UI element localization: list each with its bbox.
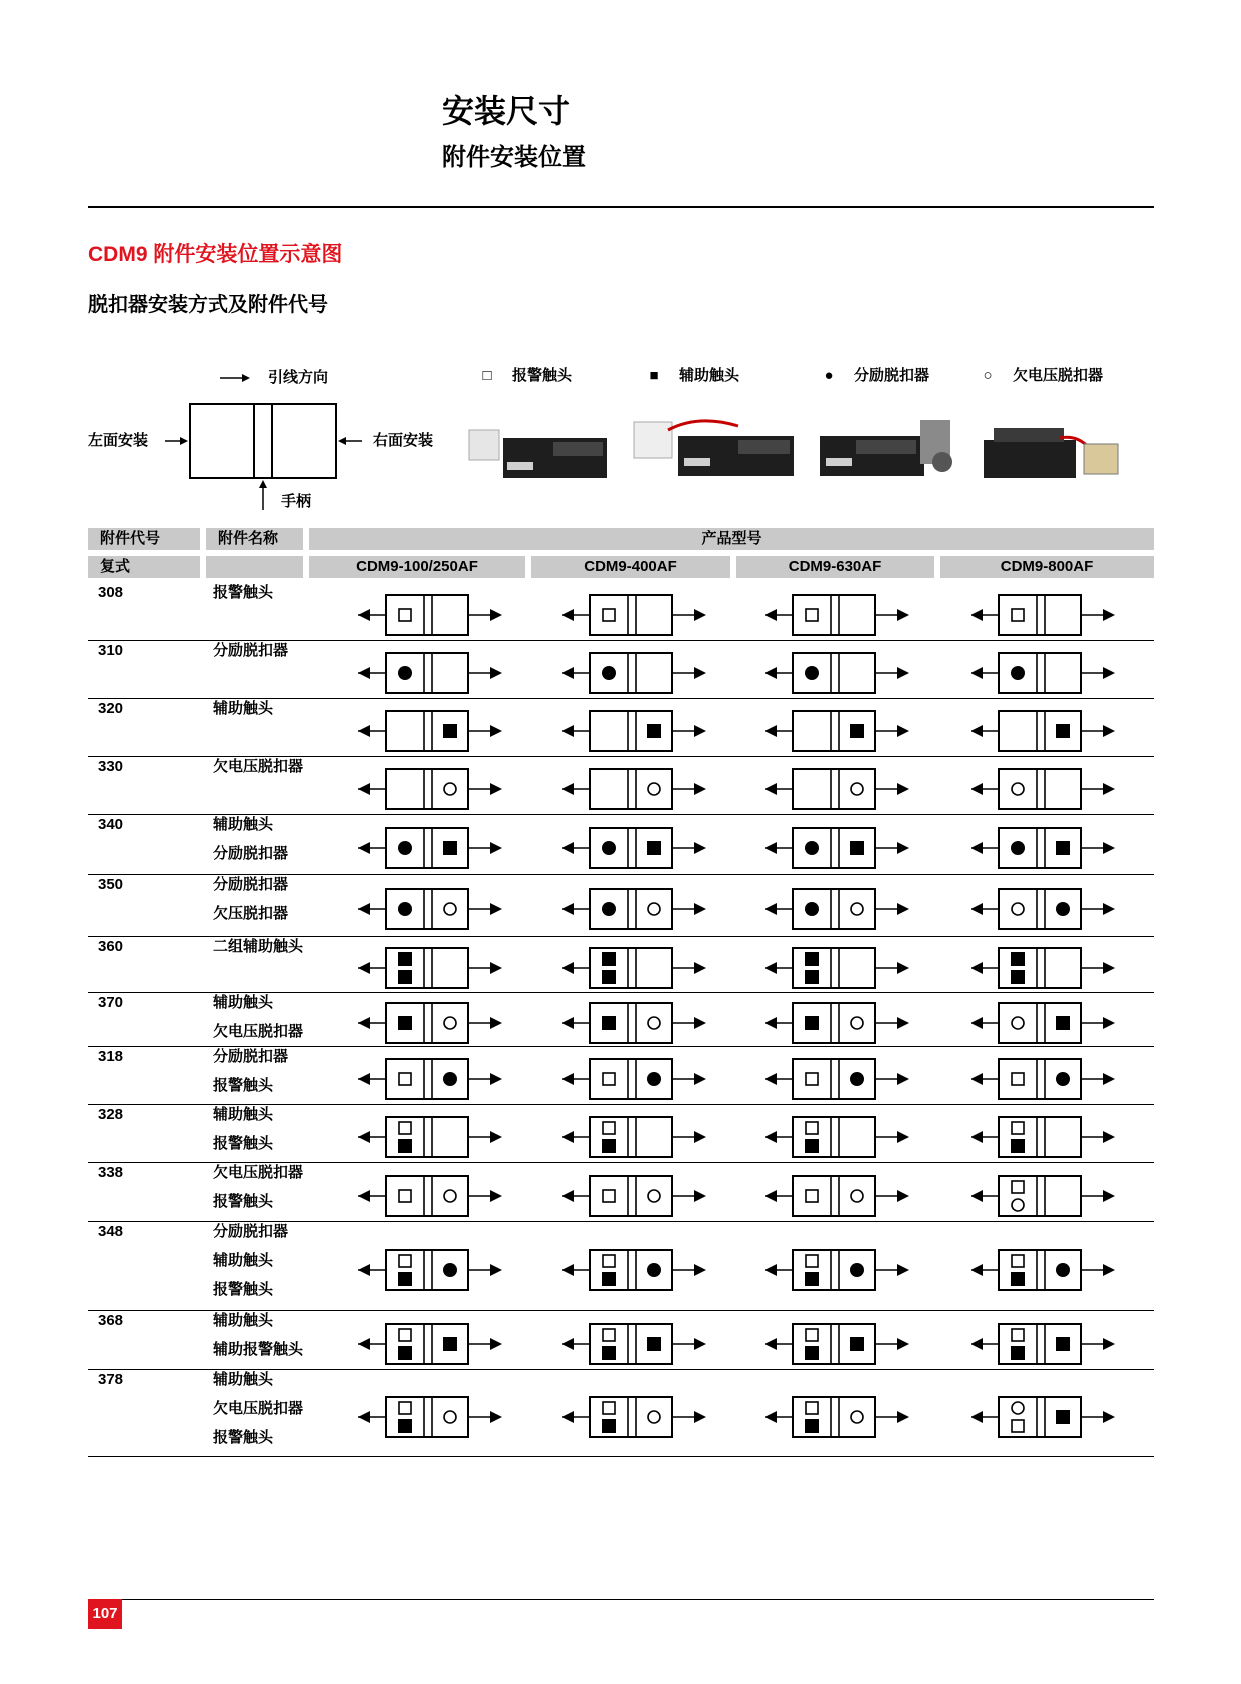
auxiliary-contact-icon <box>1056 1337 1070 1351</box>
legend-alarm: □ 报警触头 <box>478 364 572 385</box>
section-subtitle: 脱扣器安装方式及附件代号 <box>88 294 328 316</box>
model-header-2: CDM9-400AF <box>531 556 730 578</box>
product-photo-auxiliary-contact <box>628 412 798 484</box>
mount-position-diagram <box>969 1113 1117 1161</box>
accessory-code: 370 <box>98 994 124 1011</box>
auxiliary-contact-icon <box>398 952 412 966</box>
auxiliary-contact-icon <box>850 724 864 738</box>
undervoltage-release-icon <box>1012 1199 1024 1211</box>
lead-direction-label: 引线方向 <box>268 369 329 386</box>
mount-position-diagram <box>560 999 708 1047</box>
auxiliary-contact-icon <box>1056 841 1070 855</box>
auxiliary-contact-icon <box>647 724 661 738</box>
shunt-release-icon <box>398 902 412 916</box>
shunt-release-icon <box>647 1263 661 1277</box>
auxiliary-contact-icon <box>398 1346 412 1360</box>
alarm-contact-icon <box>603 609 615 621</box>
auxiliary-contact-icon <box>443 724 457 738</box>
accessory-name: 报警触头 <box>213 1135 274 1152</box>
alarm-contact-icon <box>1012 1255 1024 1267</box>
mount-position-diagram <box>356 1246 504 1294</box>
undervoltage-release-icon <box>444 1411 456 1423</box>
product-photo-alarm-contact <box>463 418 611 484</box>
alarm-contact-icon <box>603 1190 615 1202</box>
mount-position-diagram <box>560 885 708 933</box>
alarm-contact-icon <box>603 1073 615 1085</box>
mount-position-diagram <box>560 591 708 639</box>
auxiliary-contact-icon <box>602 1272 616 1286</box>
auxiliary-contact-icon <box>805 1419 819 1433</box>
col-header-name: 附件名称 <box>206 528 303 550</box>
undervoltage-release-icon <box>648 1411 660 1423</box>
mount-position-diagram <box>969 1320 1117 1368</box>
alarm-contact-icon <box>399 609 411 621</box>
alarm-contact-icon <box>806 1255 818 1267</box>
mount-position-diagram <box>560 707 708 755</box>
accessory-name: 报警触头 <box>213 1429 274 1446</box>
mount-position-diagram <box>560 944 708 992</box>
auxiliary-contact-icon <box>398 970 412 984</box>
auxiliary-contact-icon <box>1011 970 1025 984</box>
accessory-code: 348 <box>98 1223 124 1240</box>
undervoltage-release-icon <box>851 1017 863 1029</box>
footer-rule <box>88 1599 1154 1600</box>
auxiliary-contact-icon <box>805 1272 819 1286</box>
mount-position-diagram <box>356 649 504 697</box>
mount-position-diagram <box>560 1055 708 1103</box>
auxiliary-contact-icon <box>602 1016 616 1030</box>
undervoltage-release-icon <box>444 1017 456 1029</box>
alarm-contact-icon <box>1012 1420 1024 1432</box>
mount-position-diagram <box>356 765 504 813</box>
mount-position-diagram <box>763 885 911 933</box>
right-mount-label: 右面安装 <box>373 432 434 449</box>
empty-circle-icon: ○ <box>983 367 993 384</box>
mount-position-diagram <box>969 591 1117 639</box>
alarm-contact-icon <box>399 1073 411 1085</box>
product-photo-shunt-release <box>816 414 960 484</box>
accessory-code: 320 <box>98 700 124 717</box>
auxiliary-contact-icon <box>647 841 661 855</box>
shunt-release-icon <box>602 841 616 855</box>
legend-shunt: ● 分励脱扣器 <box>820 364 929 385</box>
auxiliary-contact-icon <box>602 1419 616 1433</box>
mount-position-diagram <box>763 707 911 755</box>
shunt-release-icon <box>1011 841 1025 855</box>
alarm-contact-icon <box>806 609 818 621</box>
undervoltage-release-icon <box>444 903 456 915</box>
mount-position-diagram <box>356 1172 504 1220</box>
accessory-name: 报警触头 <box>213 1193 274 1210</box>
accessory-name: 辅助触头 <box>213 1252 274 1269</box>
mount-position-diagram <box>763 1320 911 1368</box>
accessory-name: 辅助触头 <box>213 1312 274 1329</box>
accessory-code: 330 <box>98 758 124 775</box>
undervoltage-release-icon <box>1012 903 1024 915</box>
mount-position-diagram <box>763 1172 911 1220</box>
shunt-release-icon <box>1011 666 1025 680</box>
shunt-release-icon <box>398 666 412 680</box>
alarm-contact-icon <box>1012 1073 1024 1085</box>
mount-position-diagram <box>763 765 911 813</box>
mount-position-diagram <box>763 1113 911 1161</box>
undervoltage-release-icon <box>1012 1402 1024 1414</box>
accessory-code: 378 <box>98 1371 124 1388</box>
auxiliary-contact-icon <box>1011 1139 1025 1153</box>
auxiliary-contact-icon <box>850 1337 864 1351</box>
accessory-name: 欠电压脱扣器 <box>213 1023 304 1040</box>
page-subtitle: 附件安装位置 <box>442 144 586 171</box>
shunt-release-icon <box>443 1072 457 1086</box>
alarm-contact-icon <box>399 1402 411 1414</box>
undervoltage-release-icon <box>1012 1017 1024 1029</box>
accessory-name: 分励脱扣器 <box>213 1048 289 1065</box>
filled-square-icon: ■ <box>649 367 659 384</box>
accessory-name: 辅助触头 <box>213 1371 274 1388</box>
shunt-release-icon <box>1056 1263 1070 1277</box>
mount-position-diagram <box>356 591 504 639</box>
accessory-name: 分励脱扣器 <box>213 1223 289 1240</box>
mount-position-diagram <box>969 1246 1117 1294</box>
col-header-code-sub: 复式 <box>88 556 200 578</box>
auxiliary-contact-icon <box>602 1139 616 1153</box>
auxiliary-contact-icon <box>805 970 819 984</box>
accessory-name: 欠电压脱扣器 <box>213 1164 304 1181</box>
accessory-name: 辅助触头 <box>213 994 274 1011</box>
auxiliary-contact-icon <box>1011 1272 1025 1286</box>
auxiliary-contact-icon <box>850 841 864 855</box>
auxiliary-contact-icon <box>647 1337 661 1351</box>
accessory-name: 辅助触头 <box>213 1106 274 1123</box>
mount-position-diagram <box>763 824 911 872</box>
row-divider <box>88 1456 1154 1457</box>
auxiliary-contact-icon <box>398 1272 412 1286</box>
accessory-code: 350 <box>98 876 124 893</box>
mount-position-diagram <box>969 944 1117 992</box>
col-header-name-sub <box>206 556 303 578</box>
alarm-contact-icon <box>806 1402 818 1414</box>
undervoltage-release-icon <box>851 1411 863 1423</box>
shunt-release-icon <box>398 841 412 855</box>
accessory-code: 318 <box>98 1048 124 1065</box>
accessory-code: 308 <box>98 584 124 601</box>
auxiliary-contact-icon <box>805 1139 819 1153</box>
page-number: 107 <box>88 1599 122 1629</box>
mount-position-diagram <box>969 707 1117 755</box>
mount-position-diagram <box>969 885 1117 933</box>
alarm-contact-icon <box>399 1122 411 1134</box>
mount-position-diagram <box>560 1393 708 1441</box>
product-photo-undervoltage-release <box>980 418 1130 484</box>
mount-position-diagram <box>356 999 504 1047</box>
alarm-contact-icon <box>399 1190 411 1202</box>
shunt-release-icon <box>602 666 616 680</box>
accessory-name: 报警触头 <box>213 584 274 601</box>
auxiliary-contact-icon <box>805 1346 819 1360</box>
mount-position-diagram <box>560 1113 708 1161</box>
undervoltage-release-icon <box>444 783 456 795</box>
mount-position-diagram <box>763 1246 911 1294</box>
mount-position-diagram <box>763 649 911 697</box>
accessory-name: 报警触头 <box>213 1281 274 1298</box>
accessory-name: 报警触头 <box>213 1077 274 1094</box>
mount-position-diagram <box>560 1320 708 1368</box>
alarm-contact-icon <box>806 1073 818 1085</box>
shunt-release-icon <box>602 902 616 916</box>
auxiliary-contact-icon <box>805 952 819 966</box>
auxiliary-contact-icon <box>443 841 457 855</box>
auxiliary-contact-icon <box>398 1419 412 1433</box>
mount-position-diagram <box>356 1055 504 1103</box>
undervoltage-release-icon <box>444 1190 456 1202</box>
shunt-release-icon <box>850 1263 864 1277</box>
accessory-name: 辅助触头 <box>213 816 274 833</box>
shunt-release-icon <box>805 902 819 916</box>
undervoltage-release-icon <box>648 783 660 795</box>
filled-circle-icon: ● <box>824 367 834 384</box>
accessory-name: 欠压脱扣器 <box>213 905 289 922</box>
shunt-release-icon <box>647 1072 661 1086</box>
accessory-name: 二组辅助触头 <box>213 938 304 955</box>
mount-position-diagram <box>969 765 1117 813</box>
undervoltage-release-icon <box>851 903 863 915</box>
auxiliary-contact-icon <box>1056 1410 1070 1424</box>
model-header-3: CDM9-630AF <box>736 556 934 578</box>
alarm-contact-icon <box>806 1122 818 1134</box>
alarm-contact-icon <box>1012 1181 1024 1193</box>
shunt-release-icon <box>443 1263 457 1277</box>
accessory-code: 310 <box>98 642 124 659</box>
mount-position-diagram <box>356 1113 504 1161</box>
empty-square-icon: □ <box>482 367 492 384</box>
mount-position-diagram <box>356 824 504 872</box>
undervoltage-release-icon <box>648 1017 660 1029</box>
mount-position-diagram <box>356 707 504 755</box>
alarm-contact-icon <box>1012 609 1024 621</box>
mount-position-diagram <box>969 649 1117 697</box>
shunt-release-icon <box>805 666 819 680</box>
auxiliary-contact-icon <box>1011 1346 1025 1360</box>
alarm-contact-icon <box>1012 1122 1024 1134</box>
accessory-code: 340 <box>98 816 124 833</box>
accessory-name: 辅助报警触头 <box>213 1341 304 1358</box>
alarm-contact-icon <box>1012 1329 1024 1341</box>
mount-position-diagram <box>356 885 504 933</box>
legend-undervoltage: ○ 欠电压脱扣器 <box>979 364 1103 385</box>
mount-position-diagram <box>560 1246 708 1294</box>
mount-position-diagram <box>356 1320 504 1368</box>
mount-position-diagram <box>560 824 708 872</box>
alarm-contact-icon <box>399 1255 411 1267</box>
shunt-release-icon <box>805 841 819 855</box>
alarm-contact-icon <box>806 1190 818 1202</box>
alarm-contact-icon <box>603 1255 615 1267</box>
auxiliary-contact-icon <box>602 952 616 966</box>
auxiliary-contact-icon <box>398 1139 412 1153</box>
alarm-contact-icon <box>399 1329 411 1341</box>
left-mount-label: 左面安装 <box>88 432 149 449</box>
alarm-contact-icon <box>603 1402 615 1414</box>
auxiliary-contact-icon <box>602 1346 616 1360</box>
auxiliary-contact-icon <box>1011 952 1025 966</box>
undervoltage-release-icon <box>851 1190 863 1202</box>
mount-position-diagram <box>356 1393 504 1441</box>
mount-position-diagram <box>763 999 911 1047</box>
auxiliary-contact-icon <box>805 1016 819 1030</box>
header-rule <box>88 206 1154 208</box>
alarm-contact-icon <box>603 1329 615 1341</box>
mount-position-diagram <box>969 1055 1117 1103</box>
mount-position-diagram <box>969 999 1117 1047</box>
mount-position-diagram <box>969 824 1117 872</box>
accessory-code: 338 <box>98 1164 124 1181</box>
auxiliary-contact-icon <box>1056 724 1070 738</box>
accessory-name: 欠电压脱扣器 <box>213 758 304 775</box>
auxiliary-contact-icon <box>443 1337 457 1351</box>
undervoltage-release-icon <box>851 783 863 795</box>
accessory-name: 欠电压脱扣器 <box>213 1400 304 1417</box>
shunt-release-icon <box>850 1072 864 1086</box>
mount-position-diagram <box>969 1393 1117 1441</box>
model-header-1: CDM9-100/250AF <box>309 556 525 578</box>
auxiliary-contact-icon <box>602 970 616 984</box>
mount-position-diagram <box>969 1172 1117 1220</box>
accessory-code: 368 <box>98 1312 124 1329</box>
mount-position-diagram <box>763 1393 911 1441</box>
undervoltage-release-icon <box>648 903 660 915</box>
accessory-name: 辅助触头 <box>213 700 274 717</box>
accessory-code: 328 <box>98 1106 124 1123</box>
accessory-name: 分励脱扣器 <box>213 845 289 862</box>
accessory-name: 分励脱扣器 <box>213 876 289 893</box>
page-title: 安装尺寸 <box>442 93 571 129</box>
mount-position-diagram <box>763 944 911 992</box>
mount-position-diagram <box>356 944 504 992</box>
legend-auxiliary: ■ 辅助触头 <box>645 364 739 385</box>
accessory-name: 分励脱扣器 <box>213 642 289 659</box>
alarm-contact-icon <box>806 1329 818 1341</box>
auxiliary-contact-icon <box>1056 1016 1070 1030</box>
mount-position-diagram <box>560 649 708 697</box>
shunt-release-icon <box>1056 902 1070 916</box>
mount-position-diagram <box>763 591 911 639</box>
shunt-release-icon <box>1056 1072 1070 1086</box>
mount-position-diagram <box>560 765 708 813</box>
model-header-4: CDM9-800AF <box>940 556 1154 578</box>
section-title: CDM9 附件安装位置示意图 <box>88 243 343 266</box>
col-header-code: 附件代号 <box>88 528 200 550</box>
undervoltage-release-icon <box>1012 783 1024 795</box>
alarm-contact-icon <box>603 1122 615 1134</box>
col-header-model: 产品型号 <box>309 528 1154 550</box>
auxiliary-contact-icon <box>398 1016 412 1030</box>
mount-position-diagram <box>763 1055 911 1103</box>
mount-position-diagram <box>560 1172 708 1220</box>
accessory-code: 360 <box>98 938 124 955</box>
handle-label: 手柄 <box>281 493 312 510</box>
undervoltage-release-icon <box>648 1190 660 1202</box>
